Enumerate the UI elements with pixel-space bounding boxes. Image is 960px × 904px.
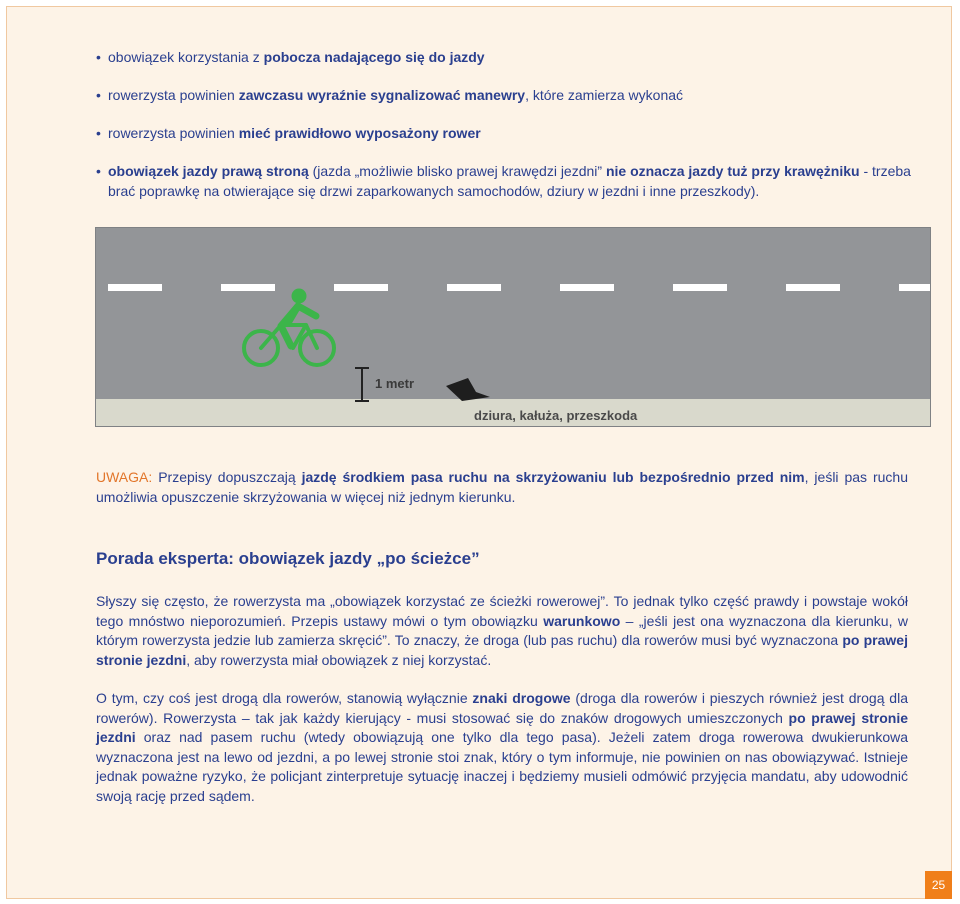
- bold-text: mieć prawidłowo wyposażony rower: [238, 125, 481, 141]
- warning-note: [96, 468, 908, 507]
- bold-text: warunkowo: [543, 612, 621, 629]
- text: , aby rowerzysta miał obowiązek z niej korzystać.: [186, 651, 492, 668]
- text: O tym, czy coś jest drogą dla rowerów, stanowią wyłącznie: [96, 690, 473, 706]
- text: (droga dla rowerów i pieszych również jest drogą dla rowerów). Rowerzysta – tak jak każdy kierujący - musi stosować się do znaków drogowych umieszczonych: [96, 690, 908, 726]
- pothole-icon: [446, 378, 490, 401]
- bold-text: po prawej stronie jezdni: [96, 632, 908, 668]
- bullet-item: [96, 48, 485, 68]
- road-diagram: [95, 227, 931, 427]
- expert-tip-title: Porada eksperta: obowiązek jazdy „po ścieżce”: [96, 549, 480, 568]
- text: , które zamierza wykonać: [525, 87, 684, 103]
- bold-text: nie oznacza jazdy tuż przy krawężniku: [605, 163, 860, 179]
- text: rowerzysta powinien: [108, 125, 239, 141]
- text: (jazda „możliwie blisko prawej krawędzi jezdni”: [308, 163, 606, 179]
- bullet-item: [96, 162, 920, 201]
- meter-bracket-icon: [355, 368, 369, 401]
- road-illustration: [96, 228, 931, 427]
- bold-text: zawczasu wyraźnie sygnalizować manewry: [238, 87, 526, 103]
- text: - trzeba brać poprawkę na otwierające się drzwi zaparkowanych samochodów, dziury w jezdni i inne przeszkody).: [108, 163, 911, 199]
- expert-paragraph-1: [96, 592, 908, 670]
- bold-text: znaki drogowe: [472, 690, 571, 706]
- meter-label: 1 metr: [375, 376, 415, 391]
- expert-paragraph-2: [96, 689, 908, 806]
- bold-text: jazdę środkiem pasa ruchu na skrzyżowaniu lub bezpośrednio przed nim: [301, 469, 805, 485]
- text: obowiązek korzystania z: [108, 49, 264, 65]
- text: Słyszy się często, że rowerzysta ma „obowiązek korzystać ze ścieżki rowerowej”. To jednak tylko część prawdy i powstaje wokół tego mnóstwo nieporozumień. Przepis ustawy mówi o tym obowiązku: [96, 593, 908, 629]
- text: oraz nad pasem ruchu (wtedy obowiązują one tylko dla tego pasa). Jeżeli zatem droga rowerowa dwukierunkowa wyznaczona jest na lewo od jezdni, a po lewej stronie stoi znak, który o tym informuje, nie powinien on nas obowiązywać. Istnieje jednak poważne ryzyko, że policjant zinterpretuje sytuację inaczej i będziemy musieli odmówić przyjęcia mandatu, aby udowodnić swoją rację przed sądem.: [96, 729, 908, 804]
- page-number: 25: [925, 871, 952, 899]
- bold-text: obowiązek jazdy prawą stroną: [108, 163, 309, 179]
- text: , jeśli pas ruchu umożliwia opuszczenie skrzyżowania w więcej niż jednym kierunku.: [96, 469, 908, 505]
- cyclist-icon: [244, 289, 334, 366]
- text: – „jeśli jest ona wyznaczona dla kierunku, w którym rowerzysta jedzie lub zamierza skręcić”. To znaczy, że droga (lub pas ruchu) dla rowerów musi być wyznaczona: [96, 612, 908, 648]
- text: Przepisy dopuszczają: [152, 469, 302, 485]
- text: rowerzysta powinien: [108, 87, 239, 103]
- bold-text: pobocza nadającego się do jazdy: [263, 49, 485, 65]
- bold-text: po prawej stronie jezdni: [96, 709, 908, 745]
- hazard-label: dziura, kałuża, przeszkoda: [474, 408, 638, 423]
- bullet-item: [96, 124, 481, 144]
- warning-label: UWAGA:: [96, 469, 153, 485]
- lane-dashes: [108, 284, 931, 291]
- bullet-item: [96, 86, 683, 106]
